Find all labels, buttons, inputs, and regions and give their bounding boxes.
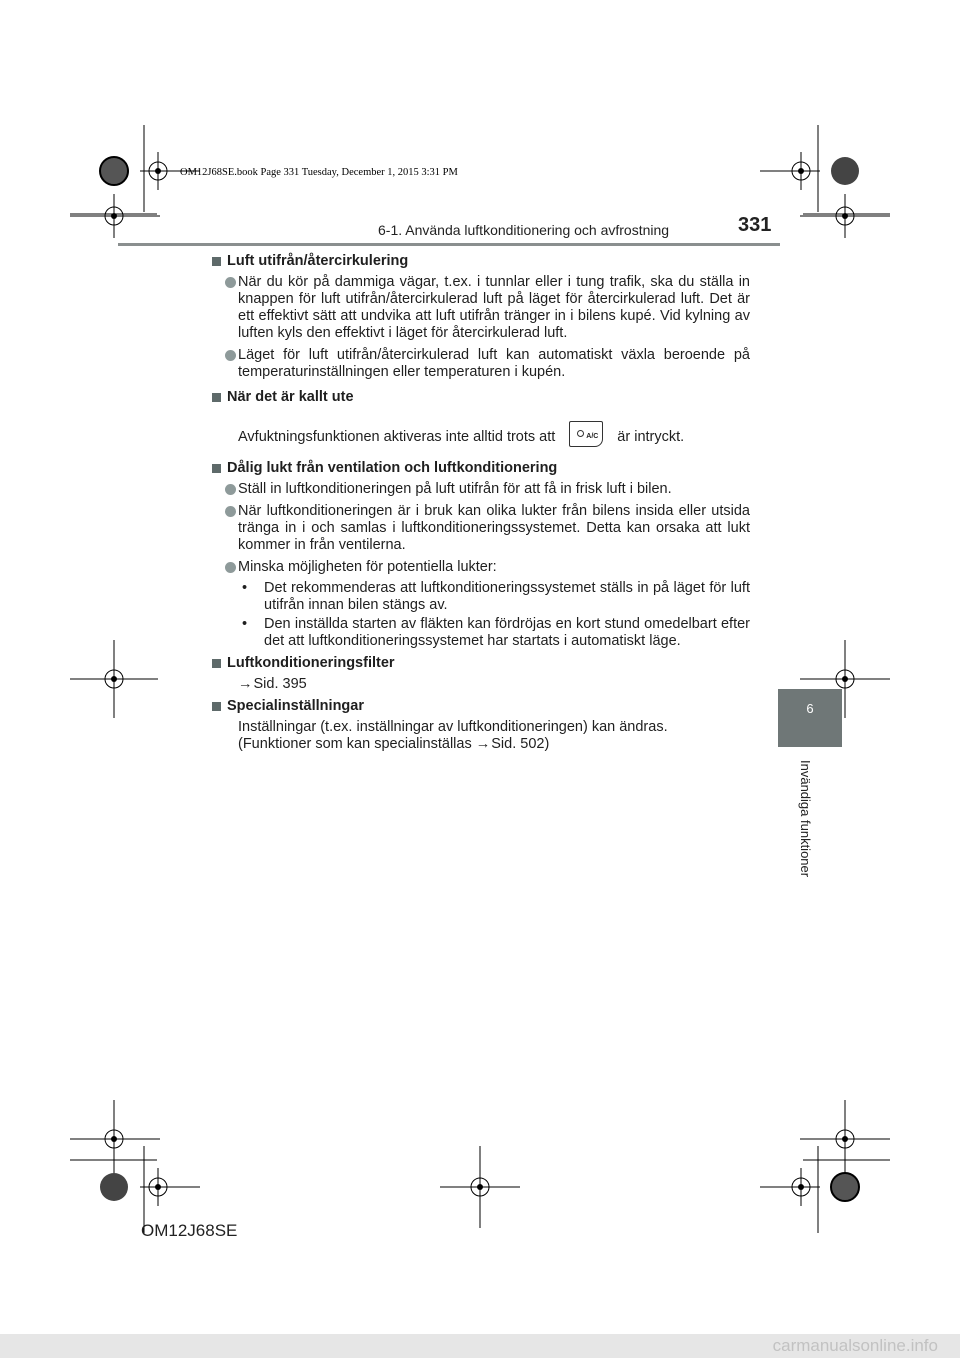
sub-list-item: • Den inställda starten av fläkten kan fördröjas en kort stund omedelbart efter det att luftkonditioneringssystemet har startats i automatiskt läge. — [242, 616, 750, 649]
arrow-icon: → — [475, 736, 491, 752]
list-item: När luftkonditioneringen är i bruk kan olika lukter från bilens insida eller utsida tränga in i och samlas i luftkonditioneringssystemet. Detta kan orsaka att lukt kommer in från ventilerna. — [212, 503, 750, 554]
bullet-icon — [225, 506, 236, 517]
sub-list-item: • Det rekommenderas att luftkonditioneringssystemet ställs in på läget för luft utifrån innan bilen stängs av. — [242, 580, 750, 613]
filter-reference: →Sid. 395 — [238, 676, 307, 692]
page-number: 331 — [738, 214, 772, 236]
customization-text: Inställningar (t.ex. inställningar av luftkonditioneringen) kan ändras. — [238, 719, 668, 735]
list-item: Läget för luft utifrån/återcirkulerad luft kan automatiskt växla beroende på temperaturinställningen eller temperaturen i kupén. — [212, 347, 750, 381]
ac-button-icon: A/C — [569, 421, 603, 447]
heading-square-icon — [212, 702, 221, 711]
list-item: Minska möjligheten för potentiella lukter: — [212, 559, 750, 576]
list-item: När du kör på dammiga vägar, t.ex. i tunnlar eller i tung trafik, ska du ställa in knappen för luft utifrån/återcirkulerad luft på läget för återcirkulerad luft. Det är ett effektivt sätt att undvika att luft utifrån tränger in i bilens kupé. Vid kylning av luften kyls den effektivt i läget för återcirkulerad luft. — [212, 274, 750, 342]
bullet-icon — [225, 562, 236, 573]
cold-weather-text: Avfuktningsfunktionen aktiveras inte alltid trots att A/C är intryckt. — [212, 424, 750, 450]
chapter-tab-number: 6 — [806, 701, 814, 716]
customization-reference: (Funktioner som kan specialinställas →Sid. 502) — [238, 736, 550, 752]
header-rule — [118, 243, 780, 246]
heading-square-icon — [212, 257, 221, 266]
bullet-icon — [225, 277, 236, 288]
manual-code: OM12J68SE — [141, 1221, 238, 1240]
heading-bad-odor: Dålig lukt från ventilation och luftkonditionering — [212, 460, 750, 477]
heading-customization: Specialinställningar — [212, 698, 750, 715]
heading-filter: Luftkonditioneringsfilter — [212, 655, 750, 672]
bullet-icon — [225, 350, 236, 361]
heading-square-icon — [212, 659, 221, 668]
list-item: Ställ in luftkonditioneringen på luft utifrån för att få in frisk luft i bilen. — [212, 481, 750, 498]
bullet-icon — [225, 484, 236, 495]
arrow-icon: → — [238, 676, 253, 692]
page-content — [212, 253, 750, 758]
watermark: carmanualsonline.info — [0, 1334, 960, 1358]
chapter-tab — [778, 689, 842, 747]
heading-square-icon — [212, 393, 221, 402]
section-title: 6-1. Använda luftkonditionering och avfrostning — [378, 222, 670, 238]
book-info: OM12J68SE.book Page 331 Tuesday, December 1, 2015 3:31 PM — [180, 167, 458, 178]
heading-cold-weather: När det är kallt ute — [212, 389, 750, 406]
heading-square-icon — [212, 464, 221, 473]
chapter-tab-label: Invändiga funktioner — [798, 760, 813, 878]
heading-outside-air: Luft utifrån/återcirkulering — [212, 253, 750, 270]
